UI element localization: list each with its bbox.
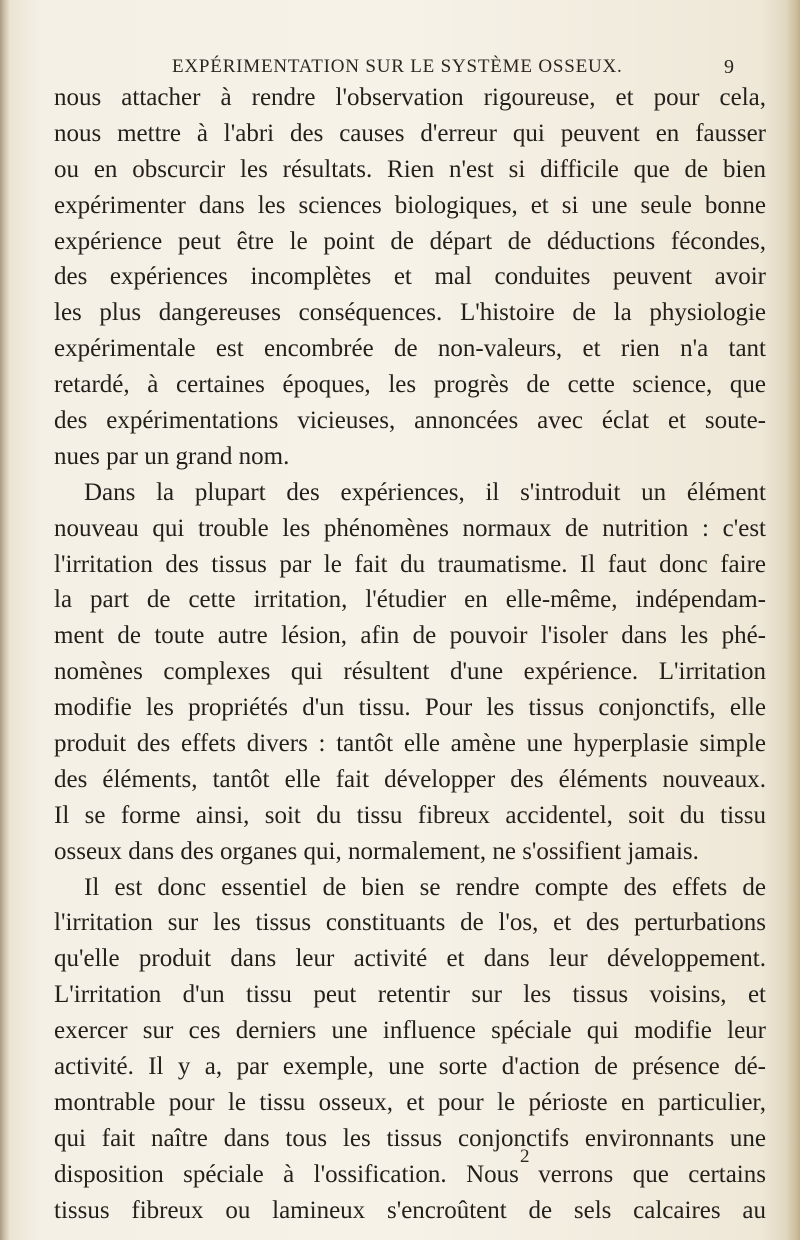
- text-line: expérimentale est encombrée de non-valeurs, et rien n'a tant: [54, 335, 766, 363]
- text-line: des expérimentations vicieuses, annoncées avec éclat et soute-: [54, 407, 766, 435]
- text-line: l'irritation des tissus par le fait du traumatisme. Il faut donc faire: [54, 550, 766, 578]
- paragraph-end-line: osseux dans des organes qui, normalement, ne s'ossifient jamais.: [54, 837, 699, 865]
- text-line: expérimenter dans les sciences biologiques, et si une seule bonne: [54, 191, 766, 219]
- text-line: activité. Il y a, par exemple, une sorte d'action de présence dé-: [54, 1053, 766, 1081]
- page-edge-shadow: [786, 0, 800, 1240]
- text-line: modifie les propriétés d'un tissu. Pour les tissus conjonctifs, elle: [54, 694, 766, 722]
- text-line: expérience peut être le point de départ de déductions fécondes,: [54, 227, 766, 255]
- text-line: qu'elle produit dans leur activité et dans leur développement.: [54, 945, 766, 973]
- page-number: 9: [724, 56, 734, 78]
- text-line: les plus dangereuses conséquences. L'histoire de la physiologie: [54, 299, 766, 327]
- text-line: nous attacher à rendre l'observation rigoureuse, et pour cela,: [54, 84, 766, 111]
- body-text: [54, 80, 766, 1229]
- text-line: qui fait naître dans tous les tissus conjonctifs environnants une: [54, 1124, 766, 1152]
- text-line: nouveau qui trouble les phénomènes normaux de nutrition : c'est: [54, 514, 766, 542]
- text-line: montrable pour le tissu osseux, et pour le périoste en particulier,: [54, 1088, 766, 1116]
- running-title: EXPÉRIMENTATION SUR LE SYSTÈME OSSEUX.: [172, 56, 623, 77]
- text-line: exercer sur ces derniers une influence spéciale qui modifie leur: [54, 1017, 766, 1045]
- running-head: [60, 56, 760, 82]
- text-line: ment de toute autre lésion, afin de pouvoir l'isoler dans les phé-: [54, 622, 766, 650]
- text-line: tissus fibreux ou lamineux s'encroûtent de sels calcaires au: [54, 1196, 766, 1224]
- text-line: nous mettre à l'abri des causes d'erreur qui peuvent en fausser: [54, 119, 766, 147]
- paragraph-start-line: Il est donc essentiel de bien se rendre compte des effets de: [84, 873, 766, 901]
- text-line: l'irritation sur les tissus constituants de l'os, et des perturbations: [54, 909, 766, 937]
- text-line: produit des effets divers : tantôt elle amène une hyperplasie simple: [54, 730, 766, 758]
- paragraph-start-line: Dans la plupart des expériences, il s'introduit un élément: [84, 478, 766, 506]
- text-line: disposition spéciale à l'ossification. Nous verrons que certains: [54, 1160, 766, 1188]
- text-line: la part de cette irritation, l'étudier en elle-même, indépendam-: [54, 586, 766, 614]
- text-line: nomènes complexes qui résultent d'une expérience. L'irritation: [54, 658, 766, 686]
- text-line: retardé, à certaines époques, les progrès de cette science, que: [54, 371, 766, 399]
- text-line: des expériences incomplètes et mal conduites peuvent avoir: [54, 263, 766, 291]
- signature-mark: 2: [520, 1146, 530, 1167]
- paragraph-end-line: nues par un grand nom.: [54, 442, 290, 470]
- text-line: des éléments, tantôt elle fait développer des éléments nouveaux.: [54, 765, 766, 793]
- text-line: ou en obscurcir les résultats. Rien n'est si difficile que de bien: [54, 155, 766, 183]
- text-line: L'irritation d'un tissu peut retentir sur les tissus voisins, et: [54, 981, 766, 1009]
- text-line: Il se forme ainsi, soit du tissu fibreux accidentel, soit du tissu: [54, 801, 766, 829]
- binding-shadow: [0, 0, 10, 1240]
